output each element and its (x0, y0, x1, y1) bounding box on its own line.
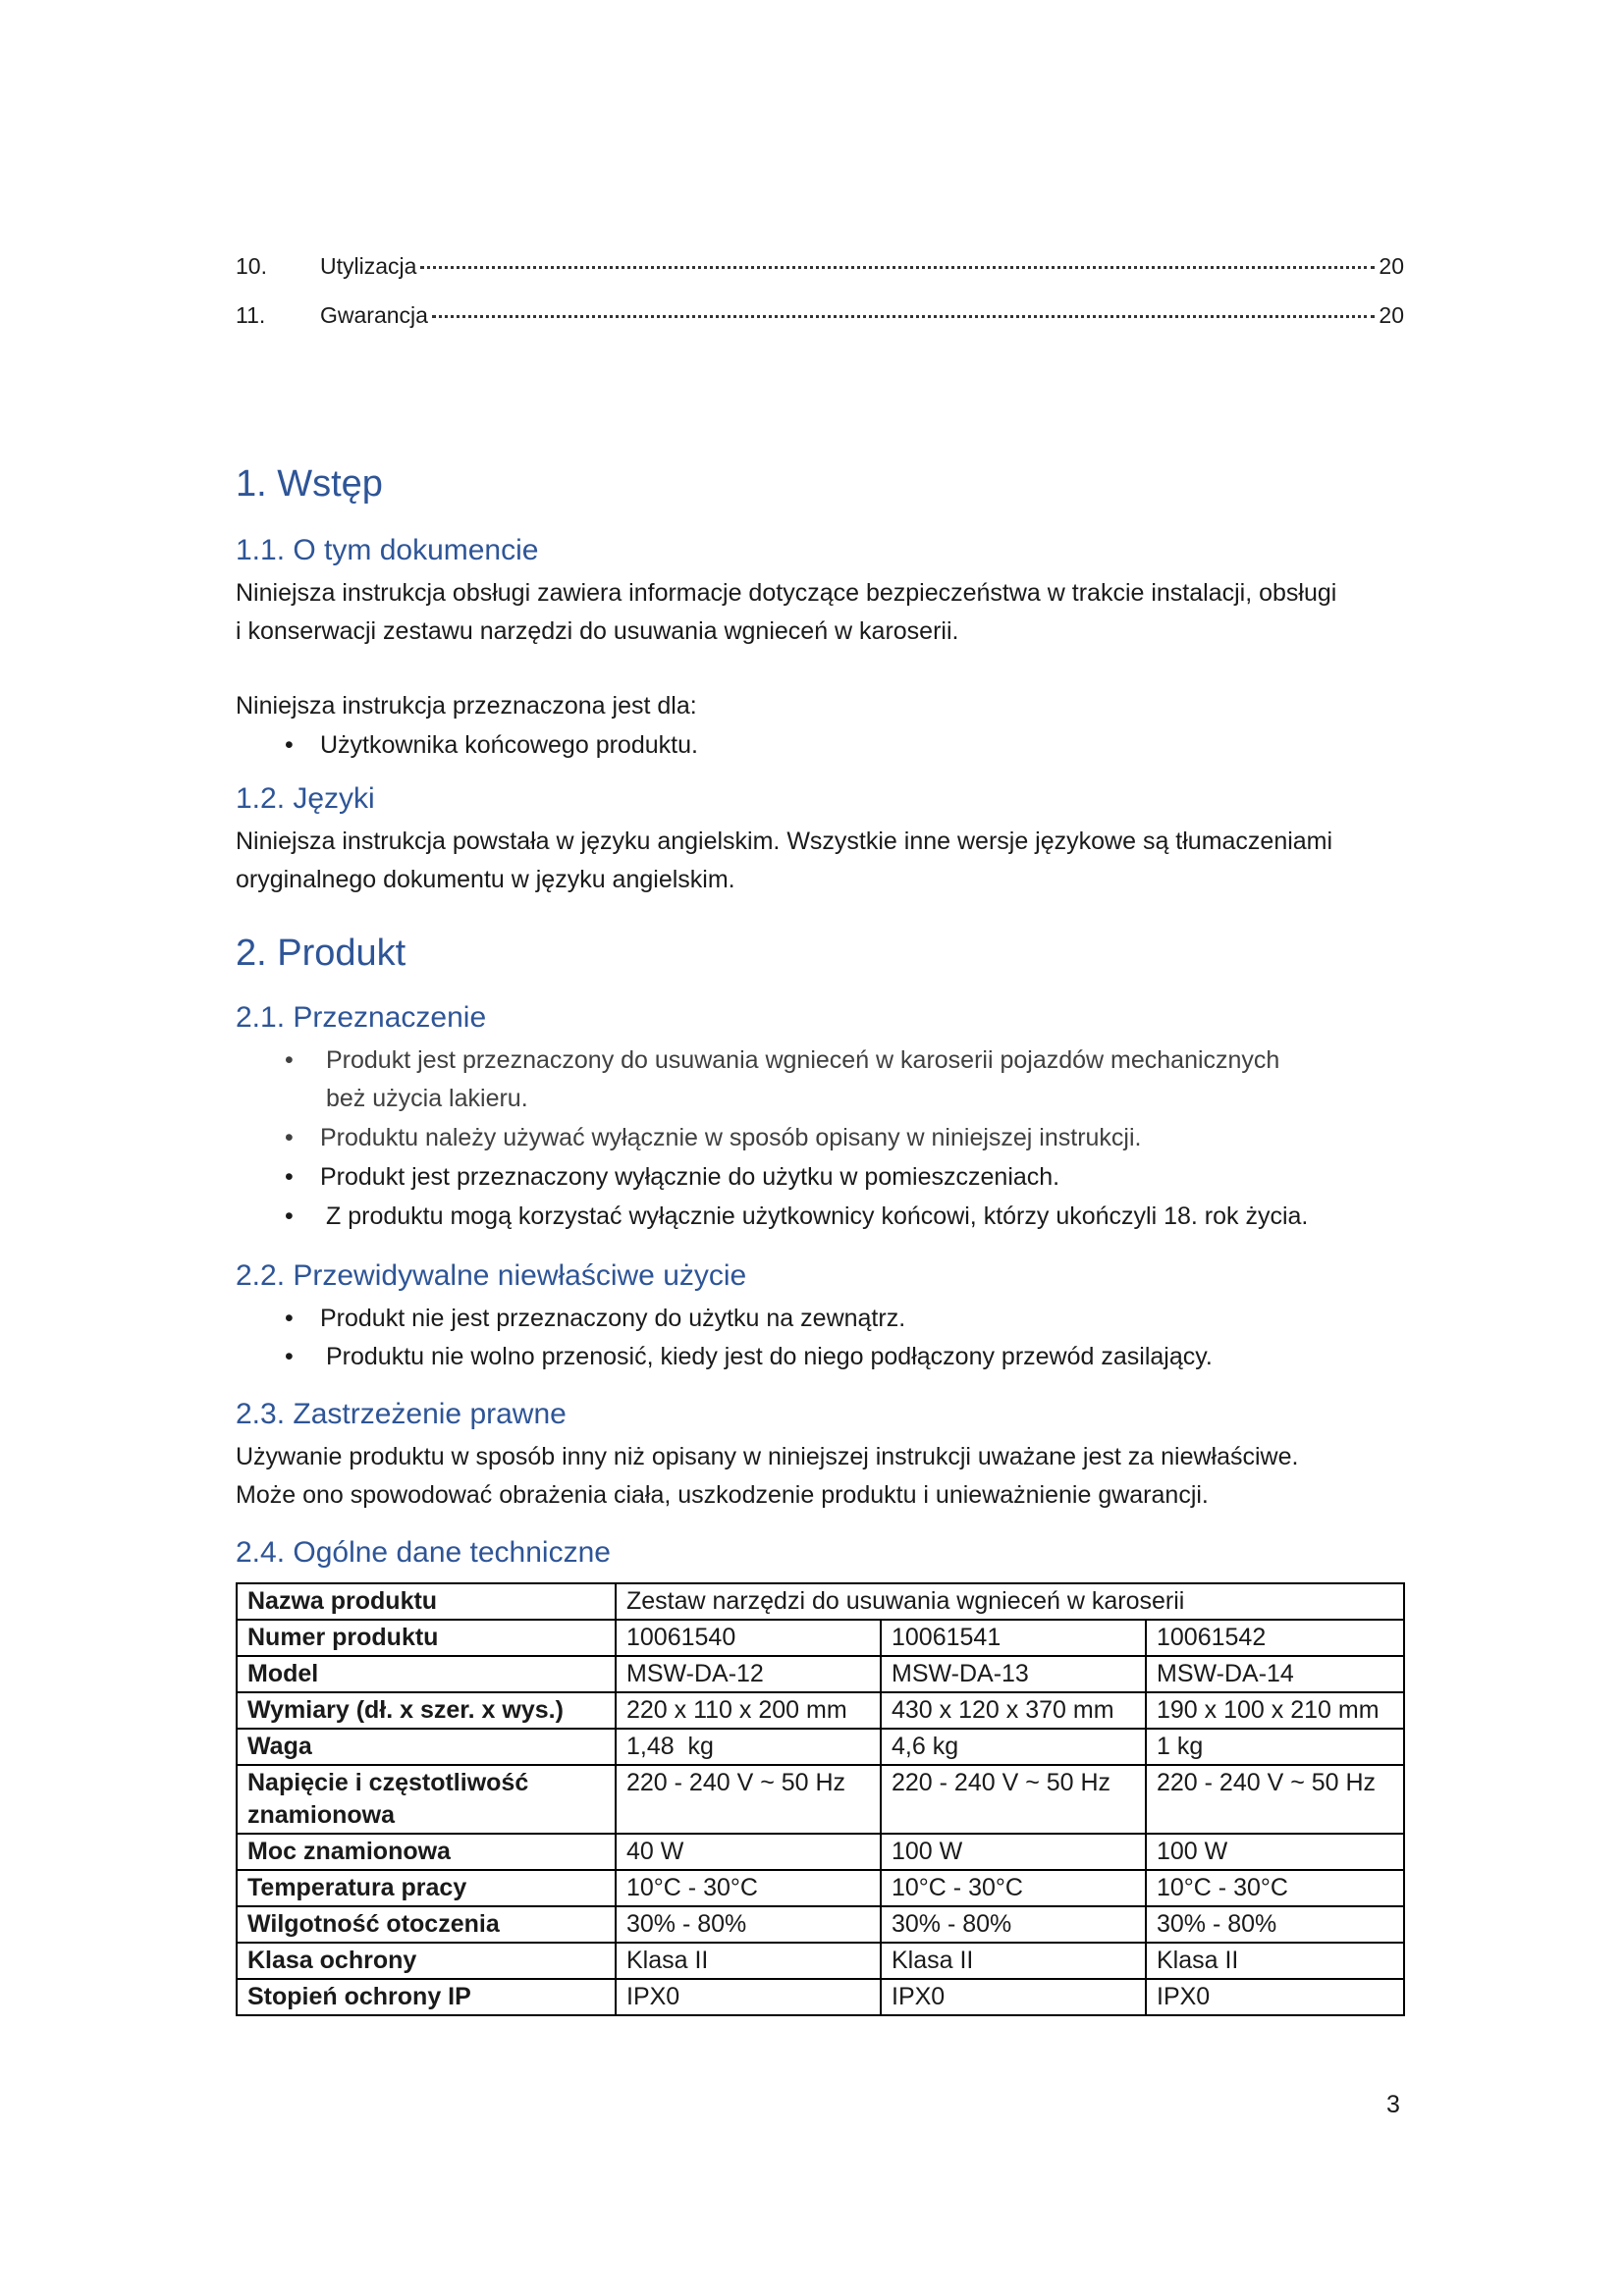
heading-2-1: 2.1. Przeznaczenie (236, 1001, 487, 1034)
table-cell-value: 30% - 80% (881, 1906, 1146, 1943)
heading-2-3: 2.3. Zastrzeżenie prawne (236, 1398, 567, 1430)
bullet-item (285, 1119, 1365, 1157)
toc-entry-11[interactable] (236, 302, 1404, 342)
table-cell-value: 10°C - 30°C (881, 1870, 1146, 1906)
table-cell-value: 220 - 240 V ~ 50 Hz (616, 1765, 881, 1834)
paragraph-line: oryginalnego dokumentu w języku angielskim. (236, 866, 735, 893)
toc-number: 10. (236, 253, 267, 279)
table-cell-value: 10°C - 30°C (1146, 1870, 1404, 1906)
table-cell-value: 10°C - 30°C (616, 1870, 881, 1906)
table-row (237, 1906, 1404, 1943)
toc-number: 11. (236, 302, 266, 328)
paragraph-line: i konserwacji zestawu narzędzi do usuwania wgnieceń w karoserii. (236, 617, 959, 645)
table-cell-label: Stopień ochrony IP (237, 1979, 616, 2015)
bullet-item (285, 1338, 1365, 1376)
bullet-text: Z produktu mogą korzystać wyłącznie użytkownicy końcowi, którzy ukończyli 18. rok życia. (326, 1202, 1309, 1230)
table-row (237, 1834, 1404, 1870)
table-row (237, 1943, 1404, 1979)
table-cell-value: 10061540 (616, 1620, 881, 1656)
table-cell-value: 4,6 kg (881, 1729, 1146, 1765)
toc-page-number: 20 (1379, 253, 1404, 279)
toc-title: Gwarancja (320, 302, 428, 328)
table-row (237, 1692, 1404, 1729)
table-cell-label: Numer produktu (237, 1620, 616, 1656)
toc-page-number: 20 (1379, 302, 1404, 328)
heading-1-1: 1.1. O tym dokumencie (236, 534, 539, 566)
table-row (237, 1729, 1404, 1765)
table-cell-label: Napięcie i częstotliwość znamionowa (237, 1765, 616, 1834)
page-number: 3 (1386, 2091, 1400, 2118)
bullet-text: Produkt nie jest przeznaczony do użytku na zewnątrz. (320, 1305, 906, 1332)
bullet-dot: • (285, 1124, 294, 1151)
table-cell-value: IPX0 (1146, 1979, 1404, 2015)
bullet-dot: • (285, 1163, 294, 1191)
table-cell-value: 10061541 (881, 1620, 1146, 1656)
table-cell-label: Model (237, 1656, 616, 1692)
table-cell-value: IPX0 (881, 1979, 1146, 2015)
table-row (237, 1979, 1404, 2015)
toc-entry-10[interactable] (236, 253, 1404, 293)
table-cell-value: MSW-DA-14 (1146, 1656, 1404, 1692)
paragraph-line: Używanie produktu w sposób inny niż opisany w niniejszej instrukcji uważane jest za niewłaściwe. (236, 1443, 1299, 1470)
table-cell-value: Zestaw narzędzi do usuwania wgnieceń w karoserii (616, 1583, 1404, 1620)
bullet-item (285, 1158, 1365, 1197)
paragraph-audience: Niniejsza instrukcja przeznaczona jest dla: (236, 692, 697, 720)
table-cell-value: 430 x 120 x 370 mm (881, 1692, 1146, 1729)
table-cell-value: Klasa II (881, 1943, 1146, 1979)
spec-table (236, 1582, 1405, 2016)
paragraph-about-document (236, 574, 1404, 651)
bullet-item (285, 1300, 1365, 1338)
bullet-dot: • (285, 1305, 294, 1332)
paragraph-line: Może ono spowodować obrażenia ciała, uszkodzenie produktu i unieważnienie gwarancji. (236, 1481, 1209, 1509)
bullet-item (285, 726, 1365, 765)
table-cell-value: 40 W (616, 1834, 881, 1870)
bullet-text: Użytkownika końcowego produktu. (320, 731, 698, 759)
table-cell-label: Nazwa produktu (237, 1583, 616, 1620)
paragraph-legal (236, 1438, 1404, 1515)
table-cell-value: 10061542 (1146, 1620, 1404, 1656)
bullet-item (285, 1041, 1365, 1118)
table-cell-value: 100 W (1146, 1834, 1404, 1870)
bullet-text: Produkt jest przeznaczony wyłącznie do użytku w pomieszczeniach. (320, 1163, 1060, 1191)
table-row (237, 1765, 1404, 1834)
table-cell-label: Wymiary (dł. x szer. x wys.) (237, 1692, 616, 1729)
heading-1-wstep: 1. Wstęp (236, 463, 383, 505)
bullet-dot: • (285, 731, 294, 759)
table-cell-value: 220 - 240 V ~ 50 Hz (1146, 1765, 1404, 1834)
bullet-dot: • (285, 1046, 294, 1074)
bullet-dot: • (285, 1202, 294, 1230)
toc-leader-dots (420, 266, 1375, 269)
table-cell-value: 30% - 80% (616, 1906, 881, 1943)
heading-1-2: 1.2. Języki (236, 782, 375, 815)
table-cell-value: 1 kg (1146, 1729, 1404, 1765)
bullet-dot: • (285, 1343, 294, 1370)
toc-title: Utylizacja (320, 253, 417, 279)
table-cell-value: MSW-DA-13 (881, 1656, 1146, 1692)
paragraph-line: Niniejsza instrukcja obsługi zawiera informacje dotyczące bezpieczeństwa w trakcie instalacji, obsługi (236, 579, 1337, 607)
table-cell-value: Klasa II (1146, 1943, 1404, 1979)
table-cell-label: Temperatura pracy (237, 1870, 616, 1906)
table-row (237, 1870, 1404, 1906)
bullet-item (285, 1198, 1365, 1236)
table-cell-value: Klasa II (616, 1943, 881, 1979)
table-cell-value: 220 x 110 x 200 mm (616, 1692, 881, 1729)
bullet-text: Produkt jest przeznaczony do usuwania wgnieceń w karoserii pojazdów mechanicznych (326, 1046, 1280, 1074)
table-cell-value: IPX0 (616, 1979, 881, 2015)
table-cell-label: Klasa ochrony (237, 1943, 616, 1979)
table-cell-value: 30% - 80% (1146, 1906, 1404, 1943)
table-row (237, 1620, 1404, 1656)
table-cell-value: 220 - 240 V ~ 50 Hz (881, 1765, 1146, 1834)
heading-2-4: 2.4. Ogólne dane techniczne (236, 1536, 611, 1569)
paragraph-languages (236, 823, 1404, 899)
table-cell-value: MSW-DA-12 (616, 1656, 881, 1692)
paragraph-line: Niniejsza instrukcja powstała w języku angielskim. Wszystkie inne wersje językowe są tłumaczeniami (236, 828, 1333, 855)
table-cell-label: Moc znamionowa (237, 1834, 616, 1870)
bullet-text-continuation: beż użycia lakieru. (326, 1085, 528, 1112)
heading-2-2: 2.2. Przewidywalne niewłaściwe użycie (236, 1259, 747, 1292)
table-cell-value: 190 x 100 x 210 mm (1146, 1692, 1404, 1729)
heading-2-produkt: 2. Produkt (236, 933, 406, 974)
table-row (237, 1583, 1404, 1620)
table-row (237, 1656, 1404, 1692)
bullet-text: Produktu należy używać wyłącznie w sposób opisany w niniejszej instrukcji. (320, 1124, 1142, 1151)
bullet-text: Produktu nie wolno przenosić, kiedy jest do niego podłączony przewód zasilający. (326, 1343, 1213, 1370)
table-cell-label: Wilgotność otoczenia (237, 1906, 616, 1943)
toc-leader-dots (432, 315, 1375, 318)
table-cell-label: Waga (237, 1729, 616, 1765)
table-cell-value: 1,48 kg (616, 1729, 881, 1765)
table-cell-value: 100 W (881, 1834, 1146, 1870)
